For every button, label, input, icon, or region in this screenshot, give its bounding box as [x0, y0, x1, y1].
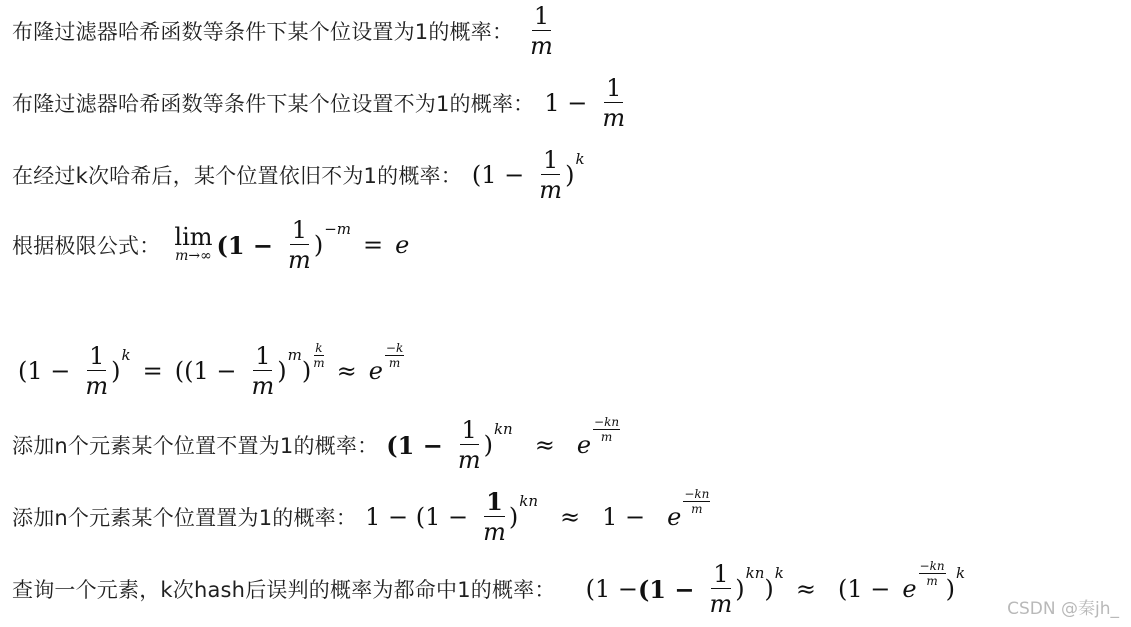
math-expression — [527, 4, 556, 58]
math-expression: ( 1 − (1 − $\frac{1}{m}$ ) kn ) k ≈ (1 − e −kn m ) k — [585, 558, 966, 618]
text-after-k-hash: 在经过k次哈希后，某个位置依旧不为1的概率： — [12, 164, 462, 188]
exponent-fraction: k m — [313, 340, 325, 370]
formula-line-8 — [12, 558, 966, 618]
math-expression: lim m→∞ (1 − $\frac{1}{m}$ ) −m = e — [174, 216, 410, 274]
formula-line-5 — [18, 340, 404, 400]
text-n-elements-not-set: 添加n个元素某个位置不置为1的概率： — [12, 434, 379, 458]
fraction: $\frac{1}{m}$ — [530, 2, 553, 60]
fraction: $\frac{1}{m}$ — [251, 342, 275, 400]
text-bit-not-set-probability: 布隆过滤器哈希函数等条件下某个位设置不为1的概率： — [12, 92, 535, 116]
text-limit-formula: 根据极限公式： — [12, 234, 161, 258]
exponent-fraction: −k m — [385, 340, 404, 370]
math-expression: 1 − $\frac{1}{m}$ — [544, 74, 626, 132]
exponent-fraction: −kn m — [684, 486, 710, 516]
text-false-positive: 查询一个元素，k次hash后误判的概率为都命中1的概率： — [12, 578, 556, 602]
formula-line-6 — [12, 414, 620, 474]
fraction: $\frac{1}{m}$ — [483, 487, 506, 546]
exponent-fraction: −kn m — [594, 414, 620, 444]
fraction: $\frac{1}{m}$ — [288, 216, 311, 274]
math-expression: (1 − $\frac{1}{m}$ ) k = ((1 − $\frac{1}{m}$ ) m ) k m ≈ e −k m — [18, 340, 404, 400]
math-expression: (1 − $\frac{1}{m}$ ) k — [471, 146, 585, 204]
exponent-fraction: −kn m — [919, 558, 945, 588]
math-expression: (1 − $\frac{1}{m}$ ) kn ≈ e −kn m — [386, 414, 620, 474]
math-expression: 1 − (1 − $\frac{1}{m}$ ) kn ≈ 1 − e −kn m — [365, 486, 710, 546]
formula-line-7 — [12, 486, 710, 546]
fraction: $\frac{1}{m}$ — [85, 342, 109, 400]
limit-operator: lim m→∞ — [174, 223, 213, 265]
formula-line-2 — [12, 76, 628, 130]
text-bit-set-probability: 布隆过滤器哈希函数等条件下某个位设置为1的概率： — [12, 20, 514, 44]
fraction: $\frac{1}{m}$ — [602, 74, 626, 132]
fraction: $\frac{1}{m}$ — [457, 416, 481, 474]
fraction: $\frac{1}{m}$ — [709, 560, 733, 618]
fraction: $\frac{1}{m}$ — [539, 146, 563, 204]
csdn-watermark: CSDN @秦jh_ — [1007, 599, 1119, 619]
formula-line-1 — [12, 4, 556, 58]
formula-line-4 — [12, 218, 409, 272]
formula-line-3 — [12, 148, 585, 202]
text-n-elements-set: 添加n个元素某个位置置为1的概率： — [12, 506, 358, 530]
